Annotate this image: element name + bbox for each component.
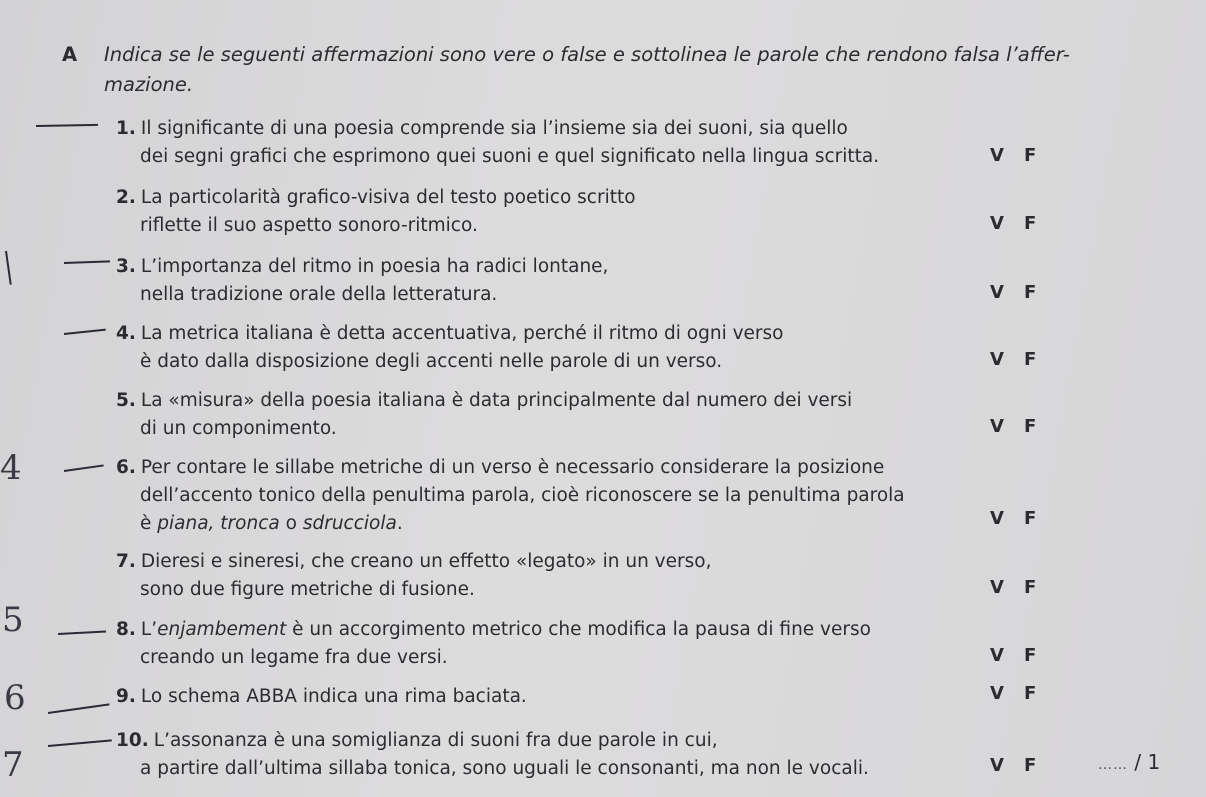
italic-term: enjambement bbox=[157, 619, 287, 640]
handwritten-stroke bbox=[5, 251, 12, 285]
score-box bbox=[1098, 750, 1160, 774]
statement-number: 10. bbox=[116, 730, 149, 751]
vf-choice-6[interactable] bbox=[990, 508, 1036, 529]
statement-text: Per contare le sillabe metriche di un verso è necessario considerare la posizione bbox=[140, 457, 885, 478]
italic-term: piana, tronca bbox=[157, 513, 280, 534]
vf-choice-2[interactable] bbox=[990, 213, 1036, 234]
statement-text: L’importanza del ritmo in poesia ha radici lontane, bbox=[140, 256, 609, 277]
statement-6 bbox=[116, 454, 905, 538]
statement-10 bbox=[116, 727, 869, 783]
false-option[interactable]: F bbox=[1023, 349, 1037, 370]
handwritten-dash bbox=[64, 329, 106, 335]
vf-choice-8[interactable] bbox=[990, 645, 1036, 666]
statement-5 bbox=[116, 387, 852, 443]
statement-text: Dieresi e sineresi, che creano un effetto «legato» in un verso, bbox=[140, 551, 712, 572]
statement-text: dei segni grafici che esprimono quei suoni e quel significato nella lingua scritta. bbox=[140, 146, 880, 167]
true-option[interactable]: V bbox=[990, 145, 1004, 166]
statement-2 bbox=[116, 184, 636, 240]
statement-text: a partire dall’ultima sillaba tonica, sono uguali le consonanti, ma non le vocali. bbox=[140, 758, 869, 779]
statement-text: riflette il suo aspetto sonoro-ritmico. bbox=[140, 215, 478, 236]
statement-number: 5. bbox=[116, 390, 136, 411]
italic-term: sdrucciola bbox=[302, 513, 397, 534]
statement-text: La particolarità grafico-visiva del testo poetico scritto bbox=[140, 187, 636, 208]
handwritten-number: 5 bbox=[2, 600, 24, 640]
statement-3 bbox=[116, 253, 608, 309]
handwritten-dash bbox=[36, 124, 98, 127]
true-option[interactable]: V bbox=[990, 416, 1004, 437]
text-fragment: è un accorgimento metrico che modifica la pausa di fine verso bbox=[286, 619, 871, 640]
text-fragment: L’ bbox=[140, 619, 158, 640]
true-option[interactable]: V bbox=[990, 508, 1004, 529]
handwritten-dash bbox=[48, 739, 112, 747]
handwritten-dash bbox=[48, 703, 110, 714]
score-blank: …… bbox=[1098, 757, 1128, 773]
handwritten-dash bbox=[58, 630, 106, 635]
vf-choice-7[interactable] bbox=[990, 577, 1036, 598]
statement-text: La «misura» della poesia italiana è data principalmente dal numero dei versi bbox=[140, 390, 853, 411]
true-option[interactable]: V bbox=[990, 213, 1004, 234]
statement-text: di un componimento. bbox=[140, 418, 337, 439]
false-option[interactable]: F bbox=[1023, 282, 1037, 303]
false-option[interactable]: F bbox=[1023, 213, 1037, 234]
text-fragment: è bbox=[140, 513, 158, 534]
vf-choice-3[interactable] bbox=[990, 282, 1036, 303]
statement-4 bbox=[116, 320, 784, 376]
statement-text: Lo schema ABBA indica una rima baciata. bbox=[140, 686, 527, 707]
statement-number: 7. bbox=[116, 551, 136, 572]
instruction-line-1: Indica se le seguenti affermazioni sono vere o false e sottolinea le parole che rendono falsa l’affer- bbox=[104, 43, 1070, 66]
true-option[interactable]: V bbox=[990, 577, 1004, 598]
false-option[interactable]: F bbox=[1023, 577, 1037, 598]
statement-text bbox=[116, 510, 905, 538]
false-option[interactable]: F bbox=[1023, 145, 1037, 166]
false-option[interactable]: F bbox=[1023, 755, 1037, 776]
text-fragment: o bbox=[279, 513, 303, 534]
statement-text: dell’accento tonico della penultima parola, cioè riconoscere se la penultima parola bbox=[140, 485, 905, 506]
vf-choice-5[interactable] bbox=[990, 416, 1036, 437]
exercise-letter: A bbox=[62, 43, 78, 66]
vf-choice-4[interactable] bbox=[990, 349, 1036, 370]
statement-number: 1. bbox=[116, 118, 136, 139]
vf-choice-10[interactable] bbox=[990, 755, 1036, 776]
statement-text: Il significante di una poesia comprende sia l’insieme sia dei suoni, sia quello bbox=[140, 118, 848, 139]
false-option[interactable]: F bbox=[1023, 645, 1037, 666]
statement-text: è dato dalla disposizione degli accenti nelle parole di un verso. bbox=[140, 351, 723, 372]
statement-text: creando un legame fra due versi. bbox=[140, 647, 448, 668]
statement-9 bbox=[116, 683, 527, 711]
true-option[interactable]: V bbox=[990, 683, 1004, 704]
statement-number: 6. bbox=[116, 457, 136, 478]
handwritten-number: 4 bbox=[0, 448, 22, 488]
score-total: / 1 bbox=[1134, 750, 1161, 774]
statement-text: nella tradizione orale della letteratura. bbox=[140, 284, 498, 305]
statement-text: L’assonanza è una somiglianza di suoni fra due parole in cui, bbox=[153, 730, 718, 751]
true-option[interactable]: V bbox=[990, 282, 1004, 303]
true-option[interactable]: V bbox=[990, 349, 1004, 370]
statement-number: 2. bbox=[116, 187, 136, 208]
handwritten-number: 7 bbox=[2, 745, 24, 785]
true-option[interactable]: V bbox=[990, 755, 1004, 776]
handwritten-number: 6 bbox=[4, 678, 26, 718]
false-option[interactable]: F bbox=[1023, 508, 1037, 529]
handwritten-dash bbox=[64, 464, 104, 472]
statement-number: 4. bbox=[116, 323, 136, 344]
instruction-line-2: mazione. bbox=[104, 73, 194, 96]
statement-number: 9. bbox=[116, 686, 136, 707]
statement-number: 3. bbox=[116, 256, 136, 277]
statement-text: sono due figure metriche di fusione. bbox=[140, 579, 475, 600]
vf-choice-9[interactable] bbox=[990, 683, 1036, 704]
statement-8 bbox=[116, 616, 871, 672]
statement-1 bbox=[116, 115, 879, 171]
vf-choice-1[interactable] bbox=[990, 145, 1036, 166]
handwritten-dash bbox=[64, 260, 110, 264]
statement-7 bbox=[116, 548, 711, 604]
false-option[interactable]: F bbox=[1023, 416, 1037, 437]
statement-text: La metrica italiana è detta accentuativa, perché il ritmo di ogni verso bbox=[140, 323, 784, 344]
true-option[interactable]: V bbox=[990, 645, 1004, 666]
statement-number: 8. bbox=[116, 619, 136, 640]
text-fragment: . bbox=[396, 513, 403, 534]
false-option[interactable]: F bbox=[1023, 683, 1037, 704]
